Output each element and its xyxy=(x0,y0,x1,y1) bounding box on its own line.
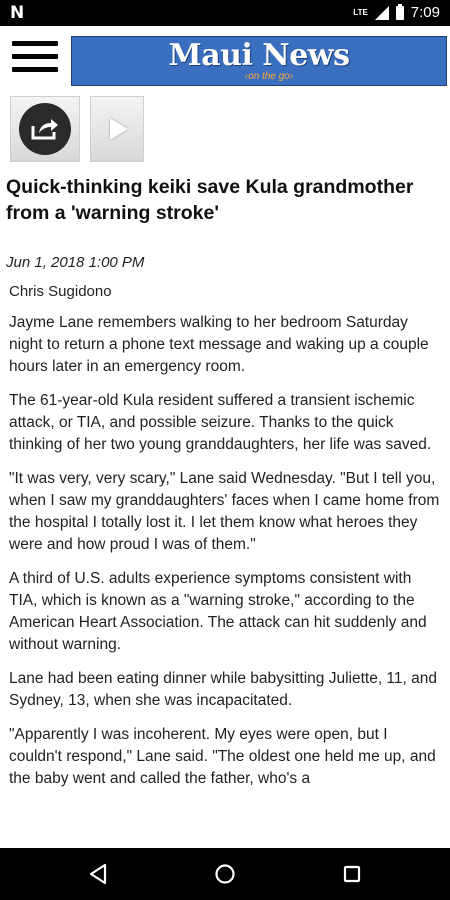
play-icon xyxy=(110,118,128,140)
article-headline: Quick-thinking keiki save Kula grandmother from a 'warning stroke' xyxy=(6,176,414,224)
status-bar xyxy=(0,0,450,26)
status-indicators xyxy=(353,4,440,21)
article-paragraph: Lane had been eating dinner while babysitting Juliette, 11, and Sydney, 13, when she was incapacitated. xyxy=(9,670,437,709)
share-icon xyxy=(19,103,71,155)
back-button[interactable] xyxy=(63,848,133,900)
back-triangle-icon xyxy=(88,863,108,885)
system-navigation-bar xyxy=(0,848,450,900)
article-paragraph: A third of U.S. adults experience symptoms consistent with TIA, which is known as a "warning stroke," according to the American Heart Association. The attack can hit suddenly and without warning. xyxy=(9,570,427,653)
brand-subtitle: ‹on the go› xyxy=(244,71,294,82)
signal-icon xyxy=(375,6,389,20)
app-bar xyxy=(0,26,450,92)
battery-icon xyxy=(396,6,404,20)
notification-app-icon: N xyxy=(10,3,25,23)
share-button[interactable] xyxy=(10,96,80,162)
home-circle-icon xyxy=(214,863,236,885)
article-paragraph: "Apparently I was incoherent. My eyes were open, but I couldn't respond," Lane said. "The oldest one held me up, and the baby went and called the father, who's a xyxy=(9,726,436,787)
maui-news-logo[interactable] xyxy=(71,36,447,86)
network-type: LTE xyxy=(353,8,368,17)
article-toolbar xyxy=(10,96,144,162)
article-paragraph: Jayme Lane remembers walking to her bedroom Saturday night to return a phone text message and waking up a couple hours later in an emergency room. xyxy=(9,314,429,375)
hamburger-menu-icon[interactable] xyxy=(12,41,58,77)
recents-button[interactable] xyxy=(317,848,387,900)
article-paragraph: The 61-year-old Kula resident suffered a transient ischemic attack, or TIA, and possible seizure. Thanks to the quick thinking of her two young granddaughters, her life was saved. xyxy=(9,392,432,453)
article-body xyxy=(0,172,450,848)
article-author: Chris Sugidono xyxy=(9,283,112,300)
brand-title: Maui News xyxy=(168,38,350,73)
article-date: Jun 1, 2018 1:00 PM xyxy=(6,254,145,271)
clock: 7:09 xyxy=(410,4,440,21)
recents-square-icon xyxy=(342,864,362,884)
home-button[interactable] xyxy=(190,848,260,900)
article-paragraph: "It was very, very scary," Lane said Wednesday. "But I tell you, when I saw my granddaughters' faces when I came home from the hospital I totally lost it. I let them know what heroes they were and how proud I was of them." xyxy=(9,470,440,553)
play-button[interactable] xyxy=(90,96,144,162)
